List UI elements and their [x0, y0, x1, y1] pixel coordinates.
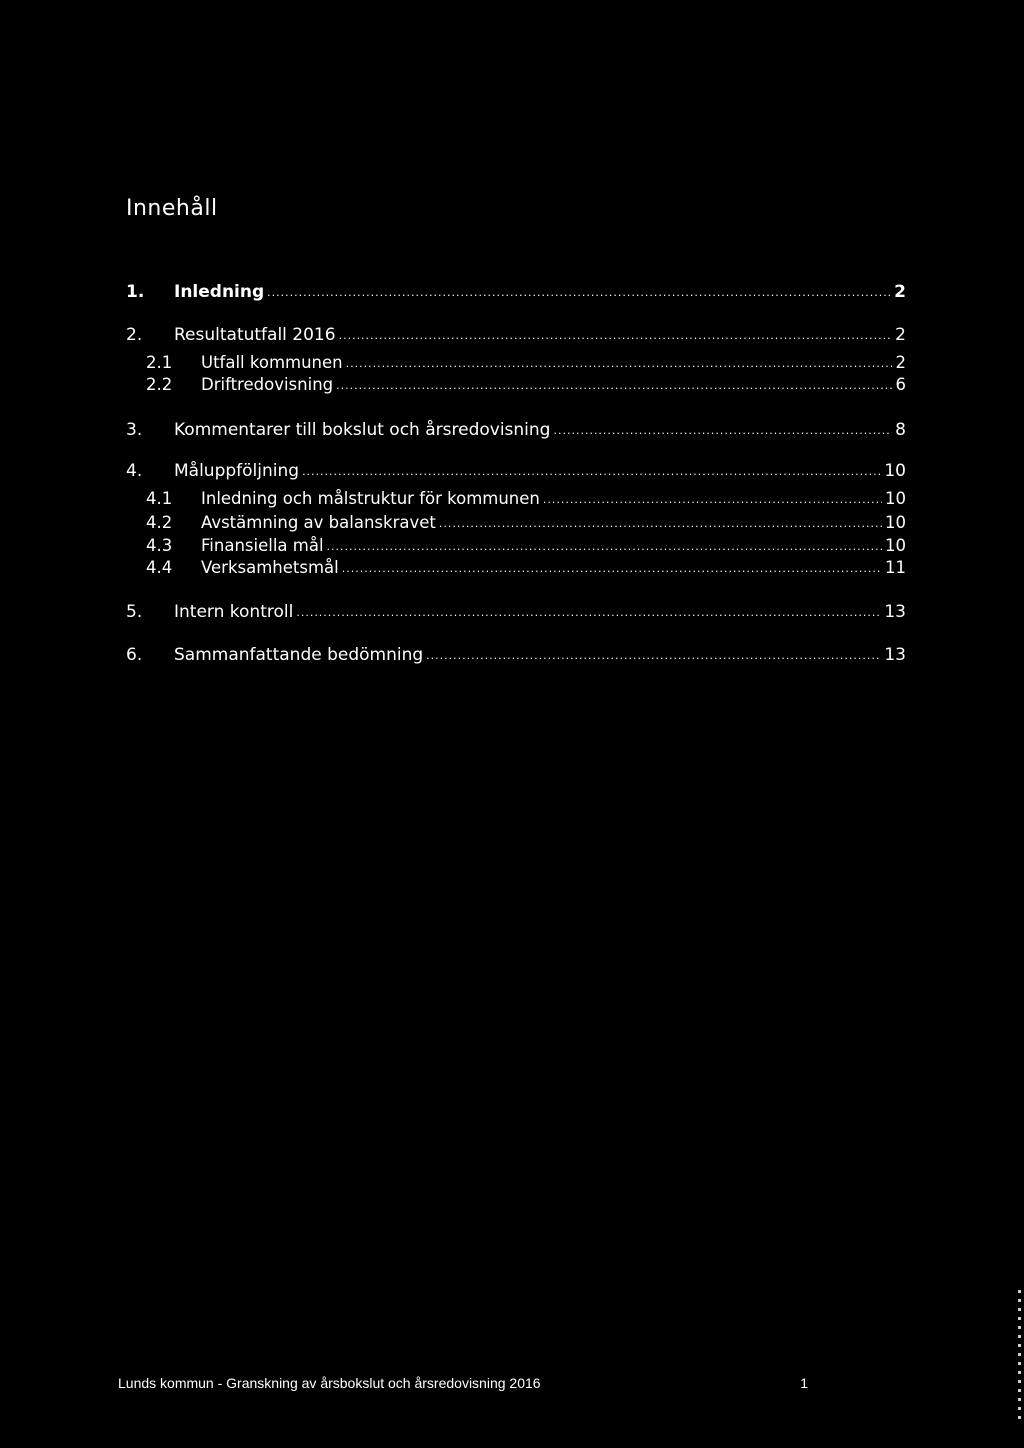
toc-leader-dots — [342, 557, 882, 576]
toc-entry-number: 4.1 — [146, 489, 173, 508]
toc-entry-number: 4. — [126, 461, 143, 481]
toc-entry-text: Inledning — [174, 282, 265, 302]
toc-entry-text: Sammanfattande bedömning — [174, 645, 424, 665]
toc-entry-number: 2. — [126, 325, 143, 345]
toc-entry-page: 11 — [885, 558, 906, 577]
toc-entry-page: 6 — [895, 375, 906, 394]
toc-entry-page: 13 — [884, 602, 906, 622]
toc-entry-text: Inledning och målstruktur för kommunen — [201, 489, 540, 508]
toc-leader-dots — [346, 352, 893, 371]
toc-entry-number: 2.2 — [146, 375, 173, 394]
toc-entry-page: 10 — [884, 461, 906, 481]
toc-leader-dots — [439, 512, 882, 531]
toc-entry-text: Utfall kommunen — [201, 353, 343, 372]
toc-entry-text: Kommentarer till bokslut och årsredovisning — [174, 420, 551, 440]
toc-entry-text: Måluppföljning — [174, 461, 300, 481]
toc-leader-dots — [302, 460, 881, 480]
toc-entry-3[interactable] — [126, 420, 906, 440]
toc-entry-4-2[interactable] — [146, 513, 906, 532]
toc-entry-page: 10 — [885, 489, 906, 508]
toc-leader-dots — [426, 644, 881, 664]
toc-entry-text: Intern kontroll — [174, 602, 294, 622]
toc-entry-6[interactable] — [126, 645, 906, 665]
toc-leader-dots — [336, 374, 892, 393]
toc-entry-1[interactable] — [126, 282, 906, 302]
toc-entry-number: 2.1 — [146, 353, 173, 372]
toc-entry-number: 6. — [126, 645, 143, 665]
toc-entry-number: 4.3 — [146, 536, 173, 555]
toc-leader-dots — [553, 419, 892, 439]
toc-entry-text: Finansiella mål — [201, 536, 324, 555]
toc-entry-page: 8 — [895, 420, 906, 440]
toc-leader-dots — [296, 601, 881, 621]
toc-entry-text: Driftredovisning — [201, 375, 334, 394]
toc-entry-number: 5. — [126, 602, 143, 622]
toc-entry-2[interactable] — [126, 325, 906, 345]
toc-leader-dots — [267, 281, 891, 301]
toc-entry-page: 2 — [895, 325, 906, 345]
toc-leader-dots — [543, 488, 882, 507]
toc-entry-2-2[interactable] — [146, 375, 906, 394]
toc-entry-4-3[interactable] — [146, 536, 906, 555]
toc-entry-text: Verksamhetsmål — [201, 558, 339, 577]
toc-entry-page: 10 — [885, 513, 906, 532]
toc-entry-4[interactable] — [126, 461, 906, 481]
scan-edge-mark — [1018, 1290, 1021, 1420]
toc-entry-page: 2 — [895, 353, 906, 372]
toc-entry-text: Resultatutfall 2016 — [174, 325, 336, 345]
toc-entry-number: 1. — [126, 282, 145, 302]
toc-entry-5[interactable] — [126, 602, 906, 622]
toc-entry-text: Avstämning av balanskravet — [201, 513, 436, 532]
toc-entry-number: 4.4 — [146, 558, 173, 577]
toc-entry-page: 10 — [885, 536, 906, 555]
toc-title: Innehåll — [126, 196, 218, 221]
toc-leader-dots — [339, 324, 893, 344]
toc-entry-page: 2 — [894, 282, 906, 302]
footer-page-number: 1 — [800, 1375, 808, 1391]
toc-entry-4-4[interactable] — [146, 558, 906, 577]
toc-entry-2-1[interactable] — [146, 353, 906, 372]
toc-leader-dots — [327, 535, 882, 554]
toc-entry-page: 13 — [884, 645, 906, 665]
toc-entry-number: 4.2 — [146, 513, 173, 532]
footer-text: Lunds kommun - Granskning av årsbokslut och årsredovisning 2016 — [118, 1375, 541, 1391]
page-footer — [118, 1375, 808, 1391]
toc-entry-number: 3. — [126, 420, 143, 440]
toc-entry-4-1[interactable] — [146, 489, 906, 508]
